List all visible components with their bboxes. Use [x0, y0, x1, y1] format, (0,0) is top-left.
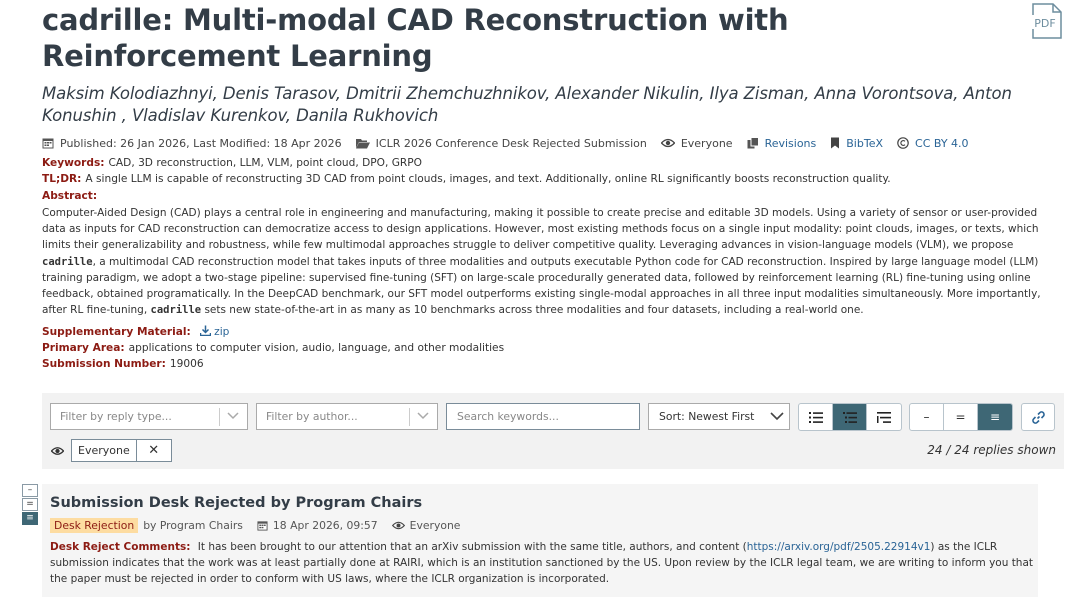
- calendar-icon: [42, 137, 54, 149]
- abstract-part-3: sets new state-of-the-art in as many as 10 benchmarks across three modalities and four datasets, including a real-world one.: [201, 304, 864, 317]
- supplementary-label: Supplementary Material:: [42, 326, 191, 338]
- folder-open-icon: [356, 138, 370, 149]
- readers-text: Everyone: [680, 136, 733, 150]
- note-title[interactable]: Submission Desk Rejected by Program Chairs: [50, 495, 423, 511]
- note-readers-meta: [392, 519, 461, 532]
- tldr-value: A single LLM is capable of reconstructing 3D CAD from point clouds, images, and text. Additionally, online RL significantly boosts reconstruction quality.: [85, 173, 891, 185]
- note-date-meta: [257, 519, 378, 532]
- readers-filter-row: [51, 439, 172, 462]
- primary-area-label: Primary Area:: [42, 342, 125, 354]
- abstract-part-2: , a multimodal CAD reconstruction model that takes inputs of three modalities and outputs executable Python code for CAD reconstruction. Inspired by large language model (LLM) training paradigm, we adopt a two-stage pipeline: supervised fine-tuning (SFT) on large-scale procedurally generated data, followed by reinforcement learning (RL) fine-tuning using online feedback, obtained programatically. In the DeepCAD benchmark, our SFT model outperforms existing single-modal approaches in all three input modalities simultaneously. More importantly, after RL fine-tuning,: [42, 255, 1041, 317]
- threaded-layout-button[interactable]: [833, 404, 867, 430]
- dates-meta: [42, 137, 342, 150]
- arxiv-link[interactable]: https://arxiv.org/pdf/2505.22914v1: [746, 541, 931, 553]
- keywords-label: Keywords:: [42, 157, 105, 169]
- collapse-note-button[interactable]: –: [22, 484, 38, 497]
- density-toggle-group: [909, 403, 1013, 431]
- threaded-list-icon: [843, 412, 857, 423]
- license-link-label[interactable]: CC BY 4.0: [915, 136, 969, 150]
- calendar-icon: [257, 520, 268, 531]
- copy-link-button[interactable]: [1021, 403, 1055, 431]
- tldr-field: [42, 171, 891, 187]
- paper-title: cadrille: Multi-modal CAD Reconstruction with Reinforcement Learning: [42, 3, 789, 73]
- bookmark-icon: [830, 137, 840, 149]
- note-readers: Everyone: [409, 519, 461, 532]
- chevron-down-icon: [227, 412, 239, 420]
- readers-meta: [661, 137, 733, 150]
- chevron-down-icon: [770, 412, 784, 421]
- keyword-search-input[interactable]: [446, 403, 640, 430]
- readers-chip-label: Everyone: [72, 440, 137, 461]
- default-density-button[interactable]: =: [944, 404, 978, 430]
- author-filter-placeholder: Filter by author...: [266, 410, 358, 423]
- partial-note-button[interactable]: =: [22, 498, 38, 511]
- layout-toggle-group: [798, 403, 902, 431]
- nested-layout-button[interactable]: [867, 404, 901, 430]
- duplicate-icon: [747, 137, 759, 149]
- submission-number-value: 19006: [169, 358, 204, 370]
- primary-area-value: applications to computer vision, audio, language, and other modalities: [128, 342, 505, 354]
- copyright-icon: [897, 137, 909, 149]
- abstract-label: Abstract:: [42, 190, 98, 202]
- venue-meta: [356, 137, 647, 150]
- paper-meta-row: [42, 134, 983, 152]
- expand-all-button[interactable]: ≡: [978, 404, 1012, 430]
- tldr-label: TL;DR:: [42, 173, 82, 185]
- bibtex-link[interactable]: [830, 137, 883, 150]
- expand-note-button[interactable]: ≡: [22, 512, 38, 525]
- desk-reject-comments: [50, 539, 1034, 587]
- revisions-link-label[interactable]: Revisions: [764, 136, 817, 150]
- submission-number-label: Submission Number:: [42, 358, 166, 370]
- pdf-download-icon[interactable]: [1031, 3, 1063, 39]
- abstract-part-1: Computer-Aided Design (CAD) plays a central role in engineering and manufacturing, making it possible to create precise and editable 3D models. Using a variety of sensor or user-provided data as inputs for CAD reconstruction can democratize access to design applications. However, most existing methods focus on a single input modality: point clouds, images, or texts, which limits their generalizability and robustness, while few multimodal approaches struggle to deliver competitive quality. Leveraging advances in vision-language models (VLM), we propose: [42, 207, 1039, 252]
- supplementary-field: [42, 324, 229, 340]
- bibtex-link-label[interactable]: BibTeX: [846, 136, 884, 150]
- link-icon: [1032, 411, 1045, 424]
- comment-part-2: ) as the ICLR submission indicates that the work was at least partially done at RAIRI, which is an institution sanctioned by the US. Upon review by the ICLR legal team, we are writing to inform you that the paper must be rejected in order to conform with US laws, where the ICLR organization is incorporated.: [50, 541, 1034, 585]
- author-list[interactable]: Maksim Kolodiazhnyi, Denis Tarasov, Dmitrii Zhemchuzhnikov, Alexander Nikulin, Ilya Zisman, Anna Vorontsova, Anton Konushin , Vladislav Kurenkov, Danila Rukhovich: [42, 84, 1012, 125]
- abstract-model-name-2: cadrille: [150, 304, 202, 317]
- sort-value: Sort: Newest First: [659, 410, 755, 423]
- reply-type-filter-dropdown[interactable]: [50, 403, 248, 430]
- primary-area-field: [42, 340, 504, 356]
- dates-text: Published: 26 Jan 2026, Last Modified: 18 Apr 2026: [60, 136, 342, 150]
- eye-icon: [661, 138, 675, 148]
- pdf-icon-label: PDF: [1034, 17, 1056, 30]
- collapse-all-button[interactable]: –: [910, 404, 944, 430]
- nested-list-icon: [877, 412, 891, 423]
- supplementary-zip-link[interactable]: zip: [214, 326, 230, 338]
- venue-text: ICLR 2026 Conference Desk Rejected Submission: [375, 136, 647, 150]
- note-collapse-control: [22, 484, 38, 526]
- chevron-down-icon: [417, 412, 429, 420]
- search-placeholder: Search keywords...: [457, 410, 559, 423]
- readers-filter-chip: [71, 439, 172, 462]
- download-icon[interactable]: [198, 326, 214, 338]
- list-icon: [809, 412, 823, 423]
- abstract-text: [42, 205, 1064, 318]
- note-signature: by Program Chairs: [143, 519, 243, 532]
- keywords-value: CAD, 3D reconstruction, LLM, VLM, point cloud, DPO, GRPO: [108, 157, 423, 169]
- abstract-field: [42, 188, 101, 204]
- submission-number-field: [42, 356, 204, 372]
- eye-icon: [392, 521, 405, 530]
- note-meta: [50, 518, 474, 533]
- invitation-badge: Desk Rejection: [50, 518, 138, 533]
- revisions-link[interactable]: [747, 137, 817, 150]
- linear-layout-button[interactable]: [799, 404, 833, 430]
- sort-select[interactable]: [648, 403, 790, 430]
- desk-reject-note: [42, 484, 1038, 597]
- note-date: 18 Apr 2026, 09:57: [272, 519, 378, 532]
- abstract-model-name-1: cadrille: [42, 255, 93, 268]
- eye-icon: [51, 446, 64, 456]
- license-link[interactable]: [897, 137, 969, 150]
- reply-type-placeholder: Filter by reply type...: [60, 410, 172, 423]
- author-filter-dropdown[interactable]: [256, 403, 438, 430]
- remove-chip-close-icon[interactable]: ✕: [148, 443, 160, 458]
- comment-part-1: It has been brought to our attention that an arXiv submission with the same title, authors, and content (: [197, 541, 747, 553]
- replies-count: 24 / 24 replies shown: [927, 443, 1056, 457]
- desk-reject-comments-label: Desk Reject Comments:: [50, 541, 191, 553]
- keywords-field: [42, 155, 422, 171]
- forum-filter-bar: [42, 393, 1064, 469]
